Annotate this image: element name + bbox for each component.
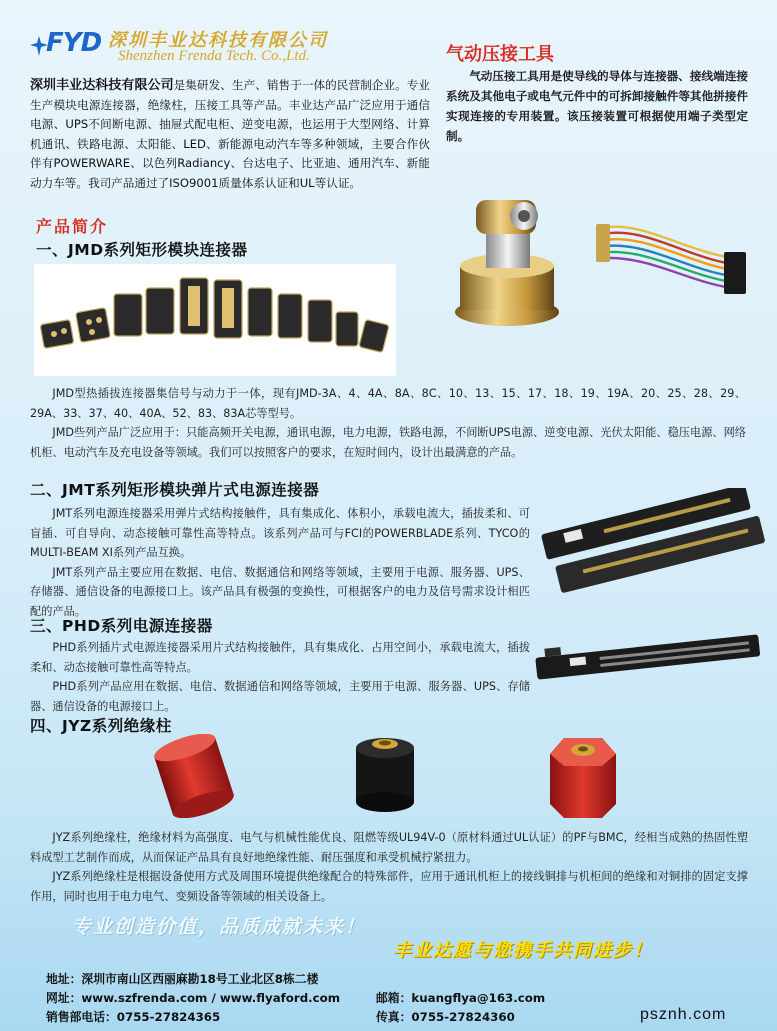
company-name-en: Shenzhen Frenda Tech. Co.,Ltd.	[118, 48, 310, 64]
paragraph: PHD系列产品应用在数据、电信、数据通信和网络等领域，主要用于电源、服务器、UPS、存储器、通信设备的电源接口上。	[30, 680, 530, 713]
footer-address	[46, 970, 318, 987]
email-label: 邮箱：	[376, 991, 412, 1005]
watermark: psznh.com	[640, 1006, 727, 1023]
footer-website	[46, 989, 340, 1006]
section-jmt-heading: 二、JMT系列矩形模块弹片式电源连接器	[30, 481, 320, 499]
paragraph: JYZ系列绝缘柱，绝缘材料为高强度、电气与机械性能优良、阻燃等级UL94V-0（原材料通过UL认证）的PF与BMC，经相当成熟的热固性塑料成型工艺制作而成，从而保证产品具有良好地绝缘性能、耐压强度和承受机械拧紧扭力。	[30, 831, 748, 864]
paragraph: JYZ系列绝缘柱是根据设备使用方式及周围环境提供绝缘配合的特殊部件，应用于通讯机柜上的接线铜排与机柜间的绝缘和对铜排的固定支撑作用，同时也用于电力电气、变频设备等领域的相关设备上。	[30, 870, 748, 903]
address-value: 深圳市南山区西丽麻勘18号工业北区8栋二楼	[81, 972, 319, 986]
fax-label: 传真：	[376, 1010, 412, 1024]
paragraph: JMT系列产品主要应用在数据、电信、数据通信和网络等领域，主要用于电源、服务器、UPS、存储器、通信设备的电源接口上。该产品具有极强的变换性，可根据客户的电力及信号需求设计相匹配的产品。	[30, 565, 530, 618]
pneumatic-tool-title: 气动压接工具	[446, 44, 554, 65]
section-jmt-text	[30, 504, 530, 621]
phd-connector-image	[530, 628, 766, 690]
pneumatic-crimp-tool-image	[452, 186, 562, 328]
intro-text: 是集研发、生产、销售于一体的民营制企业。专业生产模块电源连接器，绝缘柱，压接工具等产品。丰业达产品广泛应用于通信电源、UPS不间断电源、抽屉式配电柜、逆变电源，也运用于大型网络、计算机通讯、铁路电源、太阳能、LED、新能源电动汽车等多种领域，主要合作伙伴有POWERWARE、以色列Radiancy、台达电子、比亚迪、通用汽车、新能动力车等。我司产品通过了ISO9001质量体系认证和UL等认证。	[30, 78, 430, 190]
paragraph: JMD型热插拔连接器集信号与动力于一体，现有JMD-3A、4、4A、8A、8C、10、13、15、17、18、19、19A、20、25、28、29、29A、33、37、40、40A、52、83、83A芯等型号。	[30, 387, 746, 420]
slogan-right: 丰业达愿与您携手共同进步！	[393, 940, 653, 961]
email-value[interactable]: kuangflya@163.com	[411, 991, 546, 1005]
wire-harness-image	[594, 216, 754, 302]
section-jyz-heading: 四、JYZ系列绝缘柱	[30, 717, 172, 735]
paragraph: JMT系列电源连接器采用弹片式结构接触件，具有集成化、体积小，承载电流大，插拔柔和、可盲插、可自导向、动态接触可靠性高等特点。该系列产品可与FCI的POWERBLADE系列、TYCO的MULTI-BEAM XI系列产品互换。	[30, 507, 530, 559]
paragraph: JMD些列产品广泛应用于：只能高频开关电源，通讯电源，电力电源，铁路电源，不间断UPS电源、逆变电源、光伏太阳能、稳压电源、网络机柜、电动汽车及充电设备等领域。我们可以按照客户的要求，在短时间内，设计出最满意的产品。	[30, 426, 746, 459]
logo-text: FYD	[46, 28, 102, 58]
slogan-left: 专业创造价值，品质成就未来！	[72, 916, 367, 938]
address-label: 地址：	[46, 972, 82, 986]
pneumatic-tool-text: 气动压接工具用是使导线的导体与连接器、接线端连接系统及其他电子或电气元件中的可拆卸接触件等其他拼接件实现连接的专用装置。该压接装置可根据使用端子类型定制。	[446, 69, 748, 143]
sales-phone-label: 销售部电话：	[46, 1010, 117, 1024]
red-insulator-image	[148, 734, 240, 818]
company-intro	[30, 76, 430, 193]
section-jmd-text	[30, 384, 746, 462]
company-logo	[30, 26, 100, 62]
section-phd-text	[30, 638, 530, 716]
sales-phone-value: 0755-27824365	[116, 1010, 221, 1024]
website-value[interactable]: www.szfrenda.com / www.flyaford.com	[81, 991, 341, 1005]
jmt-connectors-image	[538, 488, 766, 596]
jmd-connectors-image	[34, 264, 396, 376]
products-title: 产品简介	[36, 217, 109, 236]
footer-email	[376, 989, 545, 1006]
company-name-cn: 深圳丰业达科技有限公司	[108, 30, 328, 51]
paragraph: PHD系列插片式电源连接器采用片式结构接触件，具有集成化、占用空间小，承载电流大，插拔柔和、动态接触可靠性高等特点。	[30, 641, 530, 674]
hexagon-insulator-image	[540, 730, 626, 822]
footer-fax	[376, 1008, 515, 1025]
section-jyz-text	[30, 828, 748, 906]
fax-value: 0755-27824360	[411, 1010, 515, 1024]
section-jmd-heading: 一、JMD系列矩形模块连接器	[36, 241, 248, 259]
intro-company-name: 深圳丰业达科技有限公司	[30, 78, 174, 93]
section-phd-heading: 三、PHD系列电源连接器	[30, 617, 213, 635]
black-insulator-image	[352, 730, 418, 816]
footer-sales-phone	[46, 1008, 220, 1025]
website-label: 网址：	[46, 991, 82, 1005]
